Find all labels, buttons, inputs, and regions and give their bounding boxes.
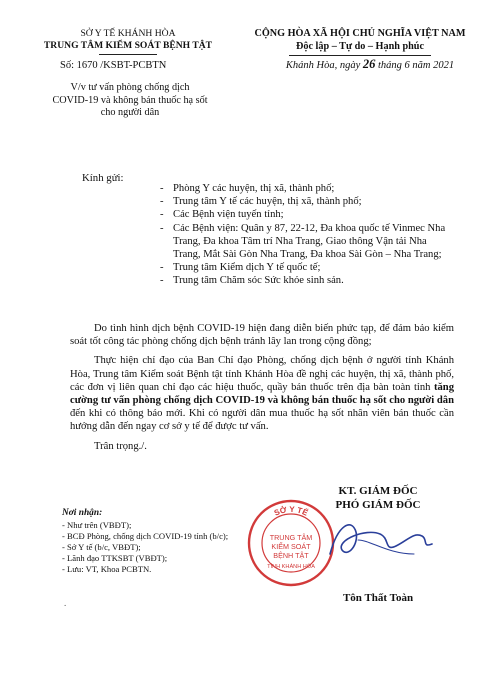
- national-motto: Độc lập – Tự do – Hạnh phúc: [296, 40, 424, 52]
- recipient-item: - Các Bệnh viện: Quân y 87, 22-12, Đa khoa quốc tế Vinmec Nha Trang, Đa khoa Tâm trí Nha Trang, Giao thông Vận tải Nha Trang, Mắt Sài Gòn Nha Trang, Đa khoa Sài Gòn – Nha Trang;: [160, 222, 446, 261]
- distribution-item: - Lưu: VT, Khoa PCBTN.: [62, 564, 152, 574]
- distribution-item: - BCĐ Phòng, chống dịch COVID-19 tỉnh (b/c);: [62, 531, 229, 541]
- distribution-list: [62, 508, 262, 575]
- date-prefix: Khánh Hòa, ngày: [285, 60, 363, 71]
- signature-title-2: PHÓ GIÁM ĐỐC: [335, 499, 421, 511]
- subject-line: COVID-19 và không bán thuốc hạ sốt: [52, 94, 208, 106]
- seal-ring-text: SỞ Y TẾ: [272, 504, 310, 518]
- national-header: [242, 28, 478, 56]
- distribution-item: - Lãnh đạo TTKSBT (VBĐT);: [62, 553, 168, 563]
- signature-title-1: KT. GIÁM ĐỐC: [338, 485, 418, 497]
- seal-bottom-text: TỈNH KHÁNH HÒA: [267, 564, 315, 570]
- recipient-item: - Phòng Y các huyện, thị xã, thành phố;: [160, 183, 335, 194]
- letter-body: [70, 322, 454, 459]
- recipient-item: - Các Bệnh viện tuyến tỉnh;: [160, 209, 284, 221]
- distribution-item: - Như trên (VBĐT);: [62, 520, 132, 530]
- signer-name: Tôn Thất Toàn: [342, 592, 414, 604]
- recipient-item: - Trung tâm Y tế các huyện, thị xã, thành phố;: [160, 196, 362, 208]
- center-name: TRUNG TÂM KIỂM SOÁT BỆNH TẬT: [43, 40, 213, 51]
- body-paragraph-1: Do tình hình dịch bệnh COVID-19 hiện đang diễn biến phức tạp, để đảm bảo kiểm soát tốt công tác phòng chống dịch bệnh tránh lây lan trong cộng đồng;: [70, 323, 454, 348]
- seal-line-3: BỆNH TẬT: [273, 551, 309, 560]
- seal-line-2: KIỂM SOÁT: [271, 542, 311, 551]
- closing: Trân trọng./.: [94, 440, 147, 452]
- distribution-item: - Sở Y tế (b/c, VBĐT);: [62, 542, 141, 552]
- signature-stroke: [330, 525, 432, 554]
- subject-line: cho người dân: [100, 107, 160, 118]
- agency-underline: [99, 54, 157, 55]
- motto-underline: [289, 55, 431, 56]
- nation-name: CỘNG HÒA XÃ HỘI CHỦ NGHĨA VIỆT NAM: [254, 28, 466, 39]
- distribution-title: Nơi nhận:: [62, 508, 103, 518]
- recipient-item: - Trung tâm Chăm sóc Sức khỏe sinh sản.: [160, 275, 344, 287]
- seal-line-1: TRUNG TÂM: [269, 533, 313, 542]
- date-suffix: tháng 6 năm 2021: [375, 60, 455, 71]
- ministry-name: SỞ Y TẾ KHÁNH HÒA: [80, 28, 176, 39]
- body-paragraph-2: Thực hiện chỉ đạo của Ban Chỉ đạo Phòng, chống dịch bệnh ở người tỉnh Khánh Hòa, Trung tâm Kiểm soát Bệnh tật tỉnh Khánh Hòa đề nghị các huyện, thị xã, thành phố, các đơn vị liên quan chỉ đạo các hiệu thuốc, quầy bán thuốc trên địa bàn toàn tỉnh tăng cường tư vấn phòng chống dịch COVID-19 và không bán thuốc hạ sốt cho người dân đến khi có thông báo mới. Khi có người dân mua thuốc hạ sốt nhân viên bán thuốc cần hướng dẫn đến ngay cơ sở y tế để được tư vấn.: [70, 355, 454, 433]
- greeting: Kính gửi:: [82, 172, 124, 184]
- date-day: 26: [362, 57, 376, 71]
- subject-line: V/v tư vấn phòng chống dịch: [70, 82, 190, 93]
- document-subject: [30, 82, 230, 120]
- document-number: Số: 1670 /KSBT-PCBTN: [60, 60, 167, 71]
- date-line: [260, 57, 480, 72]
- key-instruction: tăng cường tư vấn phòng chống dịch COVID-19 và không bán thuốc hạ sốt cho người dân: [70, 381, 454, 407]
- recipient-list: [160, 182, 450, 288]
- issuing-agency: [38, 28, 218, 55]
- svg-text:SỞ Y TẾ: [273, 505, 310, 518]
- footer-mark: .: [64, 598, 67, 608]
- recipient-item: - Trung tâm Kiểm dịch Y tế quốc tế;: [160, 262, 321, 274]
- handwritten-signature-icon: [318, 510, 448, 570]
